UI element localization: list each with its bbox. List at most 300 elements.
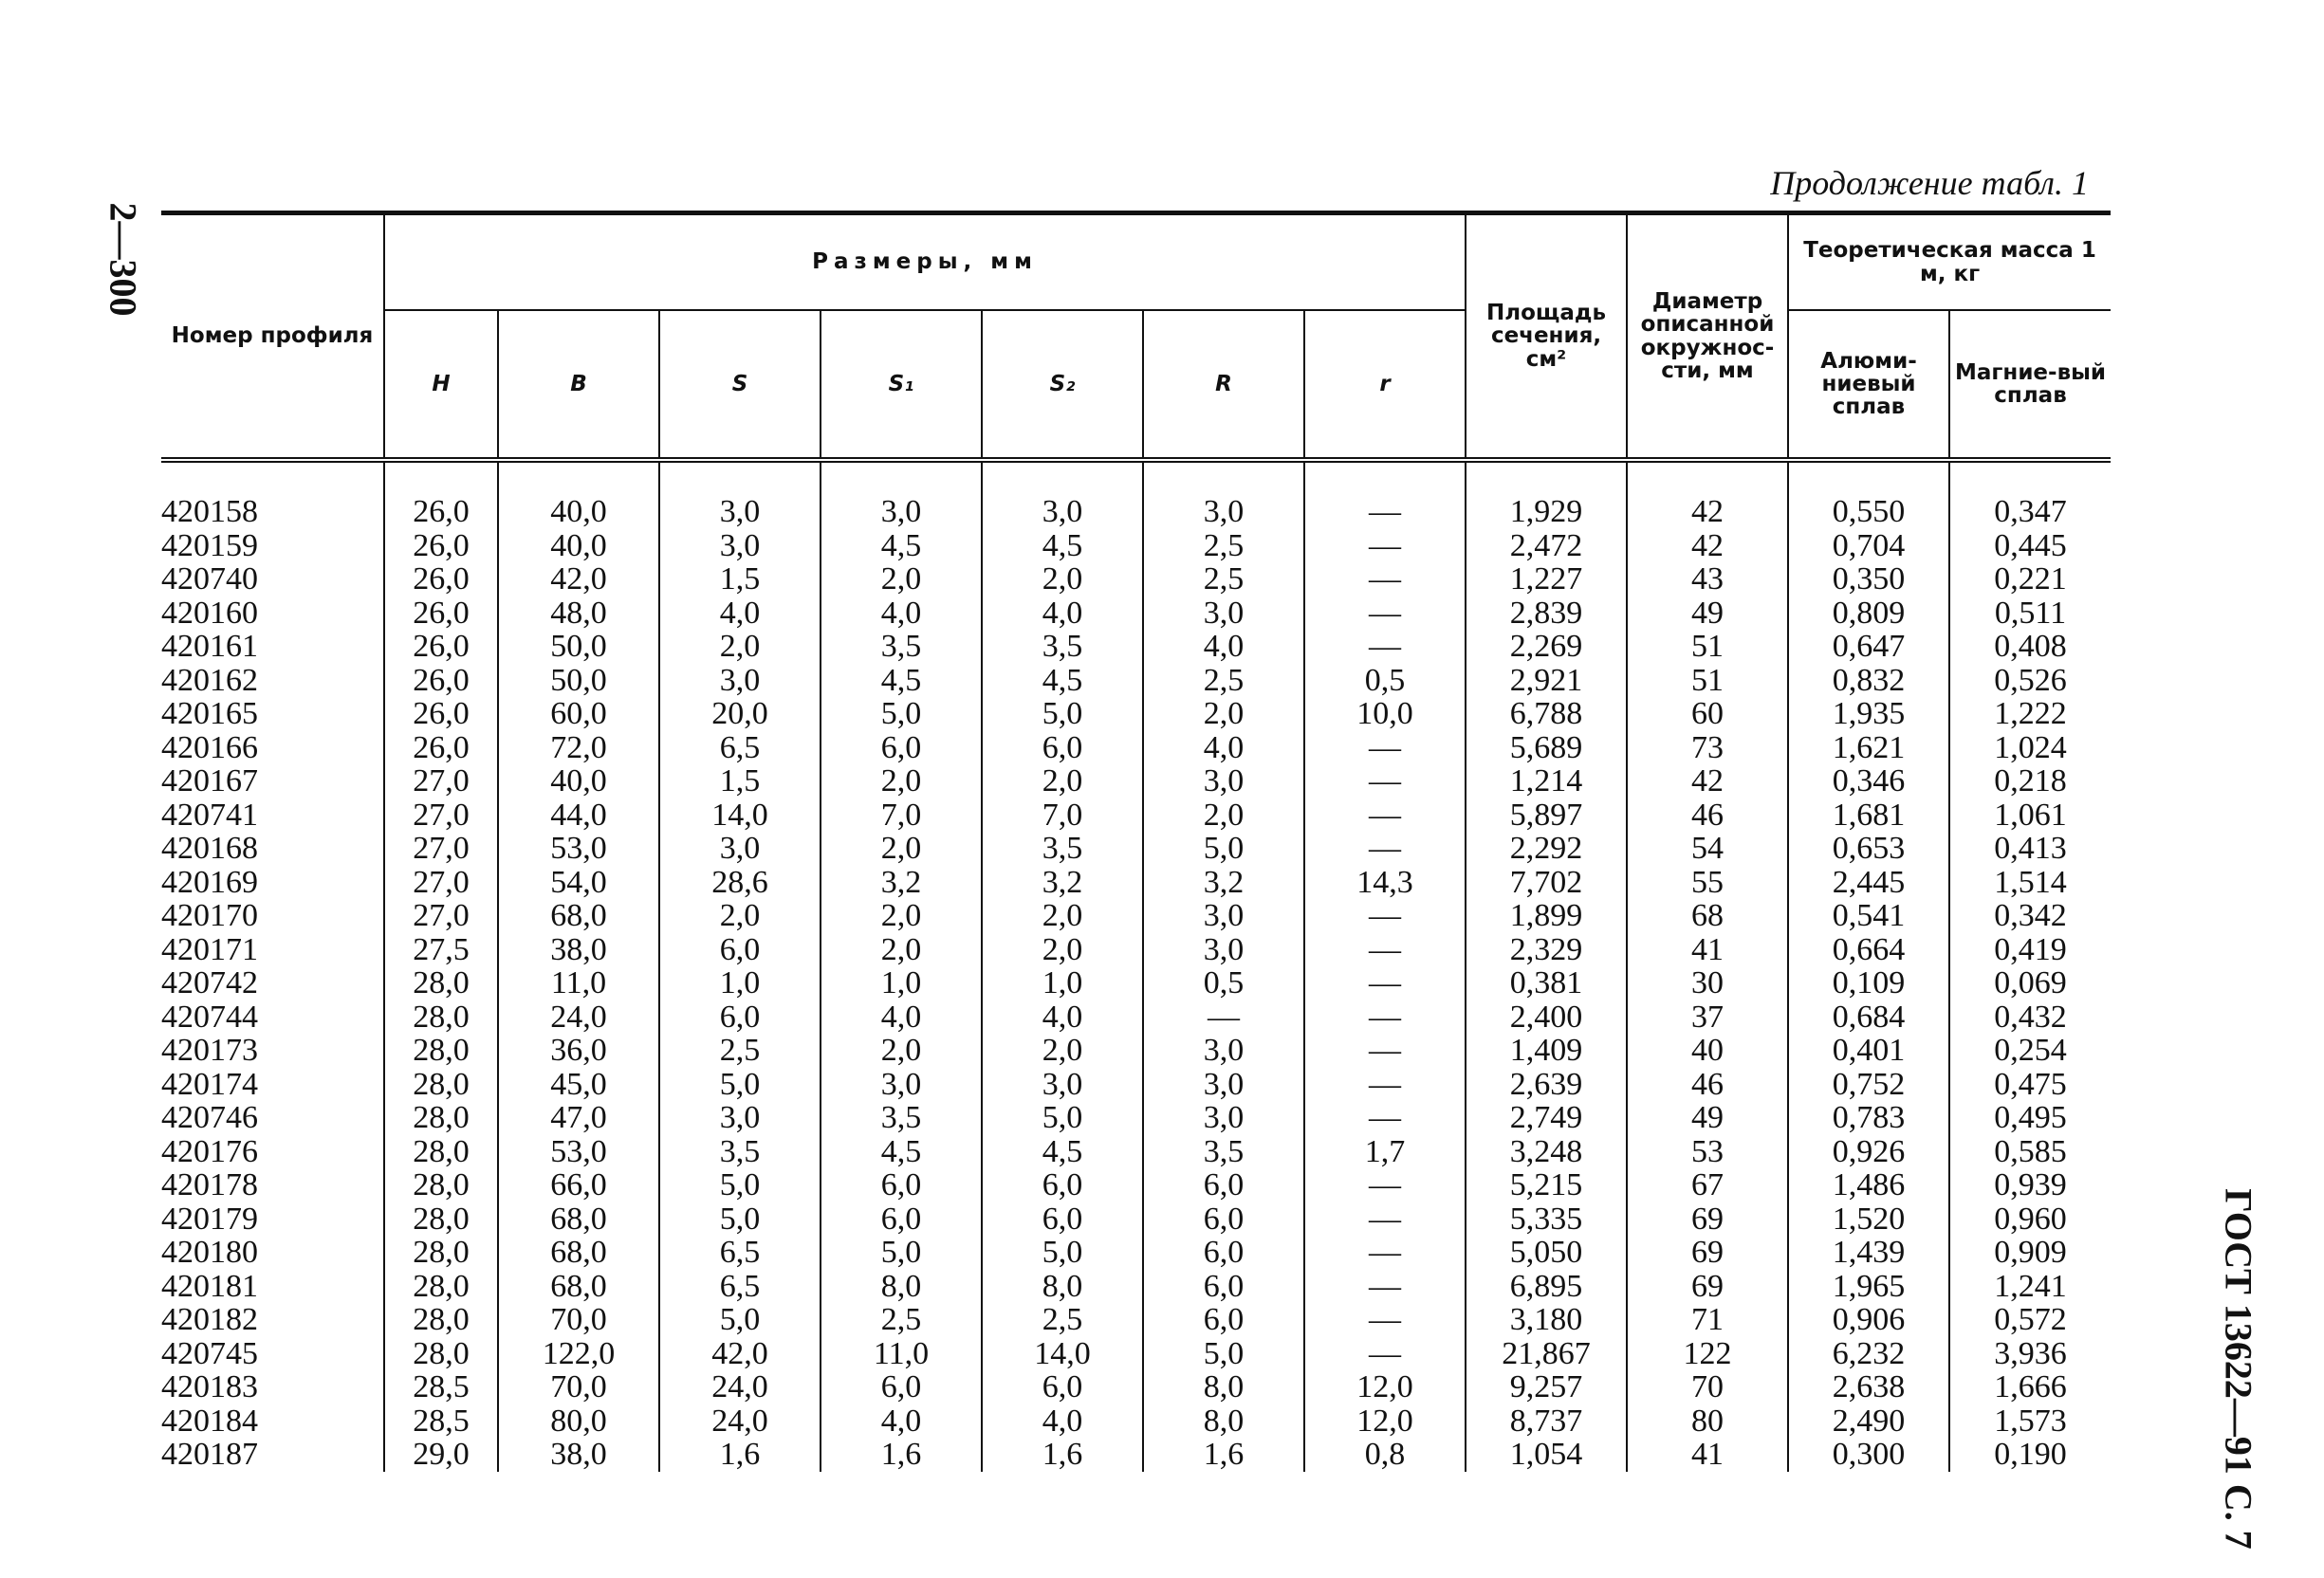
table-row: [161, 460, 2111, 529]
header-diameter: Диаметр описанной окружнос-сти, мм: [1627, 213, 1788, 461]
table-row: [161, 1337, 2111, 1371]
cell-r: —: [1304, 529, 1466, 563]
cell-mass-aluminum: 6,232: [1788, 1337, 1949, 1371]
cell-S: 4,0: [659, 596, 821, 631]
table-row: [161, 1202, 2111, 1237]
header-profile-number: Номер профиля: [171, 323, 374, 349]
cell-S: 2,5: [659, 1034, 821, 1068]
cell-B: 68,0: [498, 1270, 659, 1304]
header-S: S: [659, 310, 821, 460]
cell-mass-aluminum: 0,809: [1788, 596, 1949, 631]
cell-R: 3,0: [1143, 596, 1304, 631]
cell-r: 14,3: [1304, 866, 1466, 900]
cell-S: 24,0: [659, 1370, 821, 1404]
cell-mass-aluminum: 0,783: [1788, 1101, 1949, 1135]
table-row: [161, 1135, 2111, 1169]
cell-diameter: 69: [1627, 1236, 1788, 1270]
cell-S: 6,5: [659, 1270, 821, 1304]
table-row: [161, 1270, 2111, 1304]
cell-mass-magnesium: 0,432: [1949, 1000, 2111, 1035]
cell-mass-magnesium: 0,218: [1949, 764, 2111, 798]
table-row: [161, 596, 2111, 631]
cell-diameter: 46: [1627, 798, 1788, 833]
cell-B: 70,0: [498, 1303, 659, 1337]
cell-B: 11,0: [498, 966, 659, 1000]
cell-B: 72,0: [498, 731, 659, 765]
cell-S: 6,5: [659, 731, 821, 765]
cell-R: 4,0: [1143, 731, 1304, 765]
cell-r: 12,0: [1304, 1370, 1466, 1404]
cell-S1: 4,5: [821, 529, 982, 563]
cell-diameter: 42: [1627, 460, 1788, 529]
cell-mass-aluminum: 1,681: [1788, 798, 1949, 833]
cell-r: —: [1304, 1202, 1466, 1237]
cell-profile-number: 420741: [161, 797, 258, 833]
cell-r: 12,0: [1304, 1404, 1466, 1439]
cell-mass-magnesium: 0,069: [1949, 966, 2111, 1000]
cell-S: 20,0: [659, 697, 821, 731]
cell-mass-magnesium: 0,408: [1949, 630, 2111, 664]
cell-mass-aluminum: 0,704: [1788, 529, 1949, 563]
cell-S1: 4,5: [821, 1135, 982, 1169]
cell-S1: 6,0: [821, 1202, 982, 1237]
table-row: [161, 1370, 2111, 1404]
cell-mass-magnesium: 0,254: [1949, 1034, 2111, 1068]
cell-profile-number: 420160: [161, 595, 258, 631]
header-magnesium: Магние-вый сплав: [1949, 310, 2111, 460]
cell-diameter: 41: [1627, 1438, 1788, 1472]
cell-mass-magnesium: 0,511: [1949, 596, 2111, 631]
cell-R: 5,0: [1143, 1337, 1304, 1371]
cell-area: 0,381: [1466, 966, 1627, 1000]
cell-mass-magnesium: 0,413: [1949, 832, 2111, 866]
cell-S1: 4,0: [821, 1404, 982, 1439]
cell-mass-aluminum: 0,653: [1788, 832, 1949, 866]
cell-R: 2,5: [1143, 529, 1304, 563]
cell-profile-number: 420179: [161, 1201, 258, 1237]
cell-H: 28,0: [384, 1068, 498, 1102]
cell-R: 8,0: [1143, 1404, 1304, 1439]
cell-diameter: 55: [1627, 866, 1788, 900]
cell-mass-magnesium: 1,061: [1949, 798, 2111, 833]
cell-area: 1,054: [1466, 1438, 1627, 1472]
cell-mass-aluminum: 0,401: [1788, 1034, 1949, 1068]
cell-diameter: 41: [1627, 933, 1788, 967]
cell-mass-aluminum: 0,541: [1788, 899, 1949, 933]
header-r: r: [1304, 310, 1466, 460]
cell-R: 6,0: [1143, 1236, 1304, 1270]
cell-S1: 3,0: [821, 1068, 982, 1102]
cell-H: 26,0: [384, 562, 498, 596]
cell-area: 1,409: [1466, 1034, 1627, 1068]
cell-r: —: [1304, 933, 1466, 967]
cell-S1: 6,0: [821, 731, 982, 765]
cell-r: —: [1304, 1270, 1466, 1304]
cell-S2: 6,0: [982, 1168, 1143, 1202]
cell-profile-number: 420182: [161, 1302, 258, 1337]
cell-S: 6,0: [659, 933, 821, 967]
cell-H: 26,0: [384, 460, 498, 529]
cell-S2: 14,0: [982, 1337, 1143, 1371]
cell-area: 2,639: [1466, 1068, 1627, 1102]
cell-mass-magnesium: 0,939: [1949, 1168, 2111, 1202]
table-row: [161, 899, 2111, 933]
cell-r: —: [1304, 1303, 1466, 1337]
cell-mass-magnesium: 1,514: [1949, 866, 2111, 900]
cell-R: 5,0: [1143, 832, 1304, 866]
cell-mass-magnesium: 0,221: [1949, 562, 2111, 596]
cell-diameter: 42: [1627, 529, 1788, 563]
cell-profile-number: 420740: [161, 561, 258, 596]
cell-r: 0,8: [1304, 1438, 1466, 1472]
header-H: H: [384, 310, 498, 460]
cell-profile-number: 420167: [161, 763, 258, 798]
cell-R: 8,0: [1143, 1370, 1304, 1404]
cell-diameter: 46: [1627, 1068, 1788, 1102]
standard-reference: ГОСТ 13622—91 С. 7: [2217, 1188, 2260, 1550]
cell-mass-magnesium: 0,445: [1949, 529, 2111, 563]
cell-area: 5,689: [1466, 731, 1627, 765]
cell-diameter: 37: [1627, 1000, 1788, 1035]
table-row: [161, 1236, 2111, 1270]
cell-r: 10,0: [1304, 697, 1466, 731]
cell-diameter: 30: [1627, 966, 1788, 1000]
cell-R: 3,0: [1143, 460, 1304, 529]
cell-B: 68,0: [498, 1202, 659, 1237]
cell-profile-number: 420173: [161, 1033, 258, 1068]
cell-R: 3,0: [1143, 1068, 1304, 1102]
cell-B: 53,0: [498, 832, 659, 866]
cell-R: 1,6: [1143, 1438, 1304, 1472]
cell-profile-number: 420174: [161, 1066, 258, 1102]
cell-B: 122,0: [498, 1337, 659, 1371]
cell-B: 48,0: [498, 596, 659, 631]
cell-area: 2,400: [1466, 1000, 1627, 1035]
cell-mass-aluminum: 0,647: [1788, 630, 1949, 664]
cell-diameter: 71: [1627, 1303, 1788, 1337]
cell-mass-aluminum: 2,638: [1788, 1370, 1949, 1404]
cell-mass-magnesium: 3,936: [1949, 1337, 2111, 1371]
cell-profile-number: 420171: [161, 931, 258, 967]
cell-S2: 8,0: [982, 1270, 1143, 1304]
cell-area: 1,899: [1466, 899, 1627, 933]
table-continuation-title: Продолжение табл. 1: [1770, 164, 2089, 202]
cell-S2: 4,0: [982, 596, 1143, 631]
cell-H: 28,0: [384, 966, 498, 1000]
cell-S: 24,0: [659, 1404, 821, 1439]
cell-diameter: 69: [1627, 1270, 1788, 1304]
cell-S2: 4,5: [982, 1135, 1143, 1169]
cell-H: 28,0: [384, 1000, 498, 1035]
cell-B: 40,0: [498, 764, 659, 798]
cell-S: 1,5: [659, 764, 821, 798]
cell-S2: 1,0: [982, 966, 1143, 1000]
cell-profile-number: 420178: [161, 1167, 258, 1202]
table-row: [161, 1000, 2111, 1035]
cell-H: 28,5: [384, 1370, 498, 1404]
cell-S1: 2,0: [821, 933, 982, 967]
cell-area: 2,472: [1466, 529, 1627, 563]
cell-mass-aluminum: 1,965: [1788, 1270, 1949, 1304]
table-row: [161, 1101, 2111, 1135]
table-row: [161, 731, 2111, 765]
cell-profile-number: 420745: [161, 1335, 258, 1371]
cell-R: 4,0: [1143, 630, 1304, 664]
cell-S1: 2,0: [821, 1034, 982, 1068]
cell-S2: 3,0: [982, 1068, 1143, 1102]
cell-profile-number: 420168: [161, 831, 258, 866]
cell-mass-magnesium: 1,024: [1949, 731, 2111, 765]
cell-S: 5,0: [659, 1303, 821, 1337]
cell-mass-magnesium: 0,960: [1949, 1202, 2111, 1237]
table-row: [161, 562, 2111, 596]
cell-S2: 3,2: [982, 866, 1143, 900]
header-R: R: [1143, 310, 1304, 460]
table-row: [161, 1303, 2111, 1337]
cell-S2: 2,0: [982, 562, 1143, 596]
cell-profile-number: 420181: [161, 1268, 258, 1304]
cell-H: 28,5: [384, 1404, 498, 1439]
cell-area: 2,749: [1466, 1101, 1627, 1135]
cell-R: 6,0: [1143, 1168, 1304, 1202]
cell-area: 8,737: [1466, 1404, 1627, 1439]
cell-r: 0,5: [1304, 664, 1466, 698]
cell-profile-number: 420169: [161, 864, 258, 900]
cell-B: 80,0: [498, 1404, 659, 1439]
cell-B: 60,0: [498, 697, 659, 731]
cell-B: 24,0: [498, 1000, 659, 1035]
cell-R: 3,0: [1143, 1101, 1304, 1135]
cell-diameter: 69: [1627, 1202, 1788, 1237]
cell-area: 6,788: [1466, 697, 1627, 731]
cell-S2: 4,0: [982, 1000, 1143, 1035]
cell-B: 54,0: [498, 866, 659, 900]
cell-r: —: [1304, 596, 1466, 631]
cell-S1: 3,5: [821, 630, 982, 664]
cell-H: 26,0: [384, 529, 498, 563]
cell-S: 14,0: [659, 798, 821, 833]
cell-B: 36,0: [498, 1034, 659, 1068]
cell-diameter: 49: [1627, 596, 1788, 631]
cell-H: 27,5: [384, 933, 498, 967]
header-sizes: Размеры, мм: [384, 213, 1466, 311]
cell-diameter: 60: [1627, 697, 1788, 731]
cell-B: 66,0: [498, 1168, 659, 1202]
cell-mass-aluminum: 0,350: [1788, 562, 1949, 596]
cell-area: 1,929: [1466, 460, 1627, 529]
cell-S1: 2,0: [821, 764, 982, 798]
cell-r: —: [1304, 1337, 1466, 1371]
cell-S1: 6,0: [821, 1168, 982, 1202]
cell-mass-aluminum: 0,752: [1788, 1068, 1949, 1102]
cell-S1: 11,0: [821, 1337, 982, 1371]
cell-mass-magnesium: 0,190: [1949, 1438, 2111, 1472]
cell-R: 0,5: [1143, 966, 1304, 1000]
cell-R: —: [1143, 1000, 1304, 1035]
cell-S2: 4,0: [982, 1404, 1143, 1439]
table-row: [161, 933, 2111, 967]
header-area: Площадь сечения, см²: [1466, 213, 1627, 461]
cell-S2: 2,0: [982, 933, 1143, 967]
table-row: [161, 630, 2111, 664]
table-row: [161, 664, 2111, 698]
cell-S1: 4,0: [821, 1000, 982, 1035]
cell-H: 27,0: [384, 832, 498, 866]
cell-B: 53,0: [498, 1135, 659, 1169]
header-S2: S₂: [982, 310, 1143, 460]
cell-S: 1,0: [659, 966, 821, 1000]
cell-mass-aluminum: 0,109: [1788, 966, 1949, 1000]
cell-mass-aluminum: 2,490: [1788, 1404, 1949, 1439]
cell-H: 29,0: [384, 1438, 498, 1472]
cell-S: 2,0: [659, 630, 821, 664]
cell-R: 6,0: [1143, 1270, 1304, 1304]
cell-R: 3,0: [1143, 899, 1304, 933]
cell-S2: 6,0: [982, 1202, 1143, 1237]
cell-r: —: [1304, 1000, 1466, 1035]
header-S1: S₁: [821, 310, 982, 460]
cell-S2: 2,0: [982, 1034, 1143, 1068]
cell-R: 2,0: [1143, 697, 1304, 731]
cell-mass-magnesium: 0,585: [1949, 1135, 2111, 1169]
cell-profile-number: 420166: [161, 729, 258, 765]
cell-S2: 3,5: [982, 832, 1143, 866]
cell-R: 3,5: [1143, 1135, 1304, 1169]
table-row: [161, 1404, 2111, 1439]
table-row: [161, 966, 2111, 1000]
cell-S: 42,0: [659, 1337, 821, 1371]
cell-mass-aluminum: 1,486: [1788, 1168, 1949, 1202]
cell-diameter: 53: [1627, 1135, 1788, 1169]
cell-H: 28,0: [384, 1135, 498, 1169]
cell-S2: 4,5: [982, 529, 1143, 563]
cell-profile-number: 420183: [161, 1369, 258, 1404]
cell-H: 28,0: [384, 1168, 498, 1202]
cell-R: 6,0: [1143, 1303, 1304, 1337]
cell-area: 3,180: [1466, 1303, 1627, 1337]
cell-S2: 5,0: [982, 1236, 1143, 1270]
cell-S2: 5,0: [982, 697, 1143, 731]
cell-B: 50,0: [498, 664, 659, 698]
cell-profile-number: 420170: [161, 898, 258, 933]
cell-S: 5,0: [659, 1068, 821, 1102]
cell-H: 26,0: [384, 697, 498, 731]
cell-mass-aluminum: 0,664: [1788, 933, 1949, 967]
cell-diameter: 68: [1627, 899, 1788, 933]
cell-diameter: 70: [1627, 1370, 1788, 1404]
cell-S2: 3,0: [982, 460, 1143, 529]
cell-S: 3,0: [659, 529, 821, 563]
cell-S1: 6,0: [821, 1370, 982, 1404]
cell-profile-number: 420176: [161, 1133, 258, 1169]
cell-S2: 4,5: [982, 664, 1143, 698]
cell-mass-aluminum: 0,926: [1788, 1135, 1949, 1169]
cell-S: 1,5: [659, 562, 821, 596]
table-row: [161, 798, 2111, 833]
cell-profile-number: 420744: [161, 999, 258, 1035]
cell-S1: 1,0: [821, 966, 982, 1000]
cell-diameter: 51: [1627, 664, 1788, 698]
cell-mass-aluminum: 2,445: [1788, 866, 1949, 900]
cell-S1: 1,6: [821, 1438, 982, 1472]
cell-diameter: 49: [1627, 1101, 1788, 1135]
cell-mass-magnesium: 0,475: [1949, 1068, 2111, 1102]
cell-S1: 3,2: [821, 866, 982, 900]
cell-mass-aluminum: 0,300: [1788, 1438, 1949, 1472]
cell-R: 6,0: [1143, 1202, 1304, 1237]
cell-S: 6,5: [659, 1236, 821, 1270]
cell-mass-magnesium: 0,342: [1949, 899, 2111, 933]
cell-profile-number: 420158: [161, 494, 258, 529]
cell-r: —: [1304, 966, 1466, 1000]
cell-mass-aluminum: 0,832: [1788, 664, 1949, 698]
cell-S1: 4,0: [821, 596, 982, 631]
cell-area: 5,050: [1466, 1236, 1627, 1270]
table-row: [161, 1068, 2111, 1102]
cell-S: 2,0: [659, 899, 821, 933]
cell-area: 2,921: [1466, 664, 1627, 698]
cell-S2: 1,6: [982, 1438, 1143, 1472]
cell-R: 2,5: [1143, 664, 1304, 698]
cell-S: 28,6: [659, 866, 821, 900]
table-body: [161, 460, 2111, 1472]
cell-S: 3,0: [659, 664, 821, 698]
cell-mass-aluminum: 1,520: [1788, 1202, 1949, 1237]
cell-mass-magnesium: 1,222: [1949, 697, 2111, 731]
cell-S: 3,5: [659, 1135, 821, 1169]
cell-R: 2,5: [1143, 562, 1304, 596]
cell-S: 6,0: [659, 1000, 821, 1035]
cell-area: 2,292: [1466, 832, 1627, 866]
cell-profile-number: 420165: [161, 696, 258, 731]
cell-area: 1,214: [1466, 764, 1627, 798]
cell-S1: 5,0: [821, 697, 982, 731]
cell-diameter: 73: [1627, 731, 1788, 765]
cell-area: 2,269: [1466, 630, 1627, 664]
cell-r: —: [1304, 1034, 1466, 1068]
cell-S1: 2,0: [821, 899, 982, 933]
cell-H: 28,0: [384, 1337, 498, 1371]
cell-B: 40,0: [498, 460, 659, 529]
cell-B: 68,0: [498, 1236, 659, 1270]
cell-B: 44,0: [498, 798, 659, 833]
cell-mass-magnesium: 0,526: [1949, 664, 2111, 698]
cell-S1: 3,5: [821, 1101, 982, 1135]
cell-S2: 2,0: [982, 764, 1143, 798]
cell-r: —: [1304, 731, 1466, 765]
cell-B: 45,0: [498, 1068, 659, 1102]
cell-S2: 6,0: [982, 731, 1143, 765]
cell-mass-aluminum: 0,550: [1788, 460, 1949, 529]
cell-S1: 2,0: [821, 832, 982, 866]
cell-diameter: 43: [1627, 562, 1788, 596]
cell-S1: 7,0: [821, 798, 982, 833]
cell-S1: 4,5: [821, 664, 982, 698]
cell-diameter: 51: [1627, 630, 1788, 664]
cell-S1: 2,5: [821, 1303, 982, 1337]
cell-diameter: 67: [1627, 1168, 1788, 1202]
cell-S1: 5,0: [821, 1236, 982, 1270]
cell-B: 38,0: [498, 1438, 659, 1472]
table-header: [161, 213, 2111, 461]
cell-S: 5,0: [659, 1168, 821, 1202]
table-row: [161, 529, 2111, 563]
cell-profile-number: 420180: [161, 1235, 258, 1270]
cell-mass-aluminum: 1,439: [1788, 1236, 1949, 1270]
cell-r: —: [1304, 1236, 1466, 1270]
cell-area: 5,897: [1466, 798, 1627, 833]
cell-B: 47,0: [498, 1101, 659, 1135]
